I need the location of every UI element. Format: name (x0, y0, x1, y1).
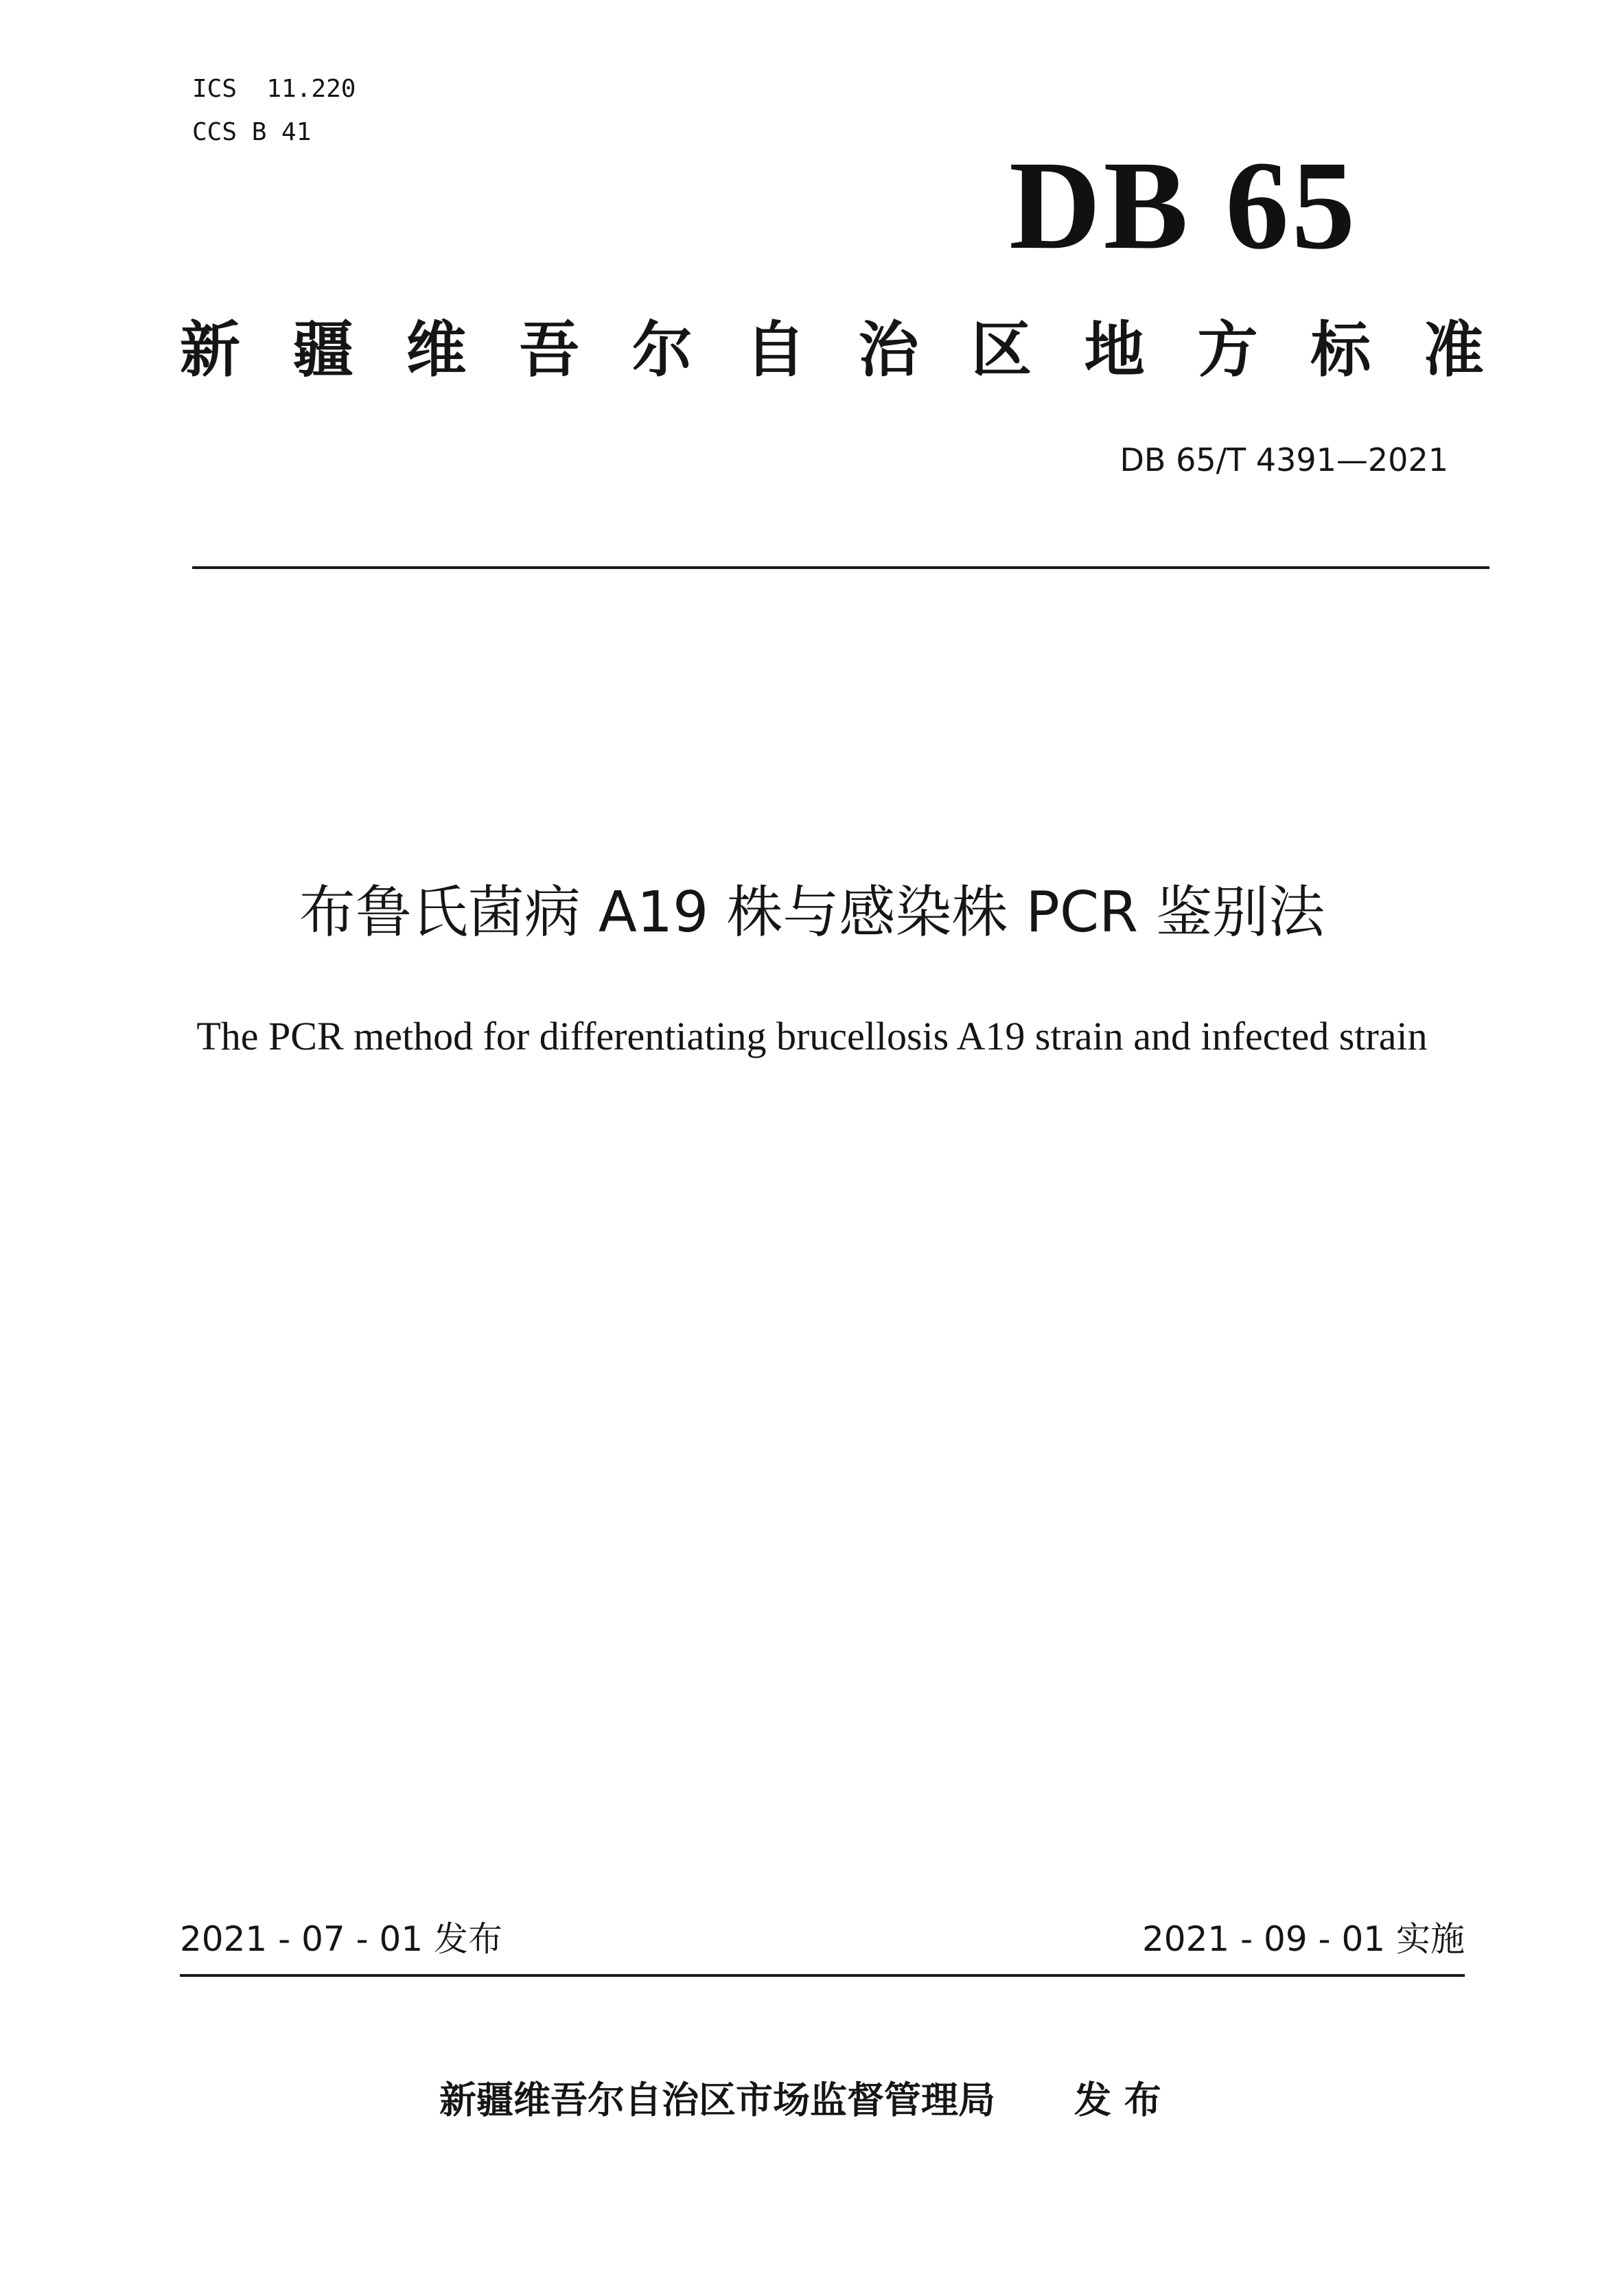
region-standard-title (180, 312, 1484, 388)
region-title-char: 地 (1084, 314, 1145, 385)
region-title-char: 新 (180, 314, 241, 385)
footer-divider (180, 1974, 1465, 1977)
header-divider (192, 566, 1489, 569)
standard-number: DB 65/T 4391—2021 (1120, 441, 1448, 478)
document-title-chinese: 布鲁氏菌病 A19 株与感染株 PCR 鉴别法 (299, 880, 1325, 945)
issue-label: 发 布 (1074, 2078, 1161, 2122)
region-title-char: 吾 (519, 314, 580, 385)
implementation-date: 2021 - 09 - 01 实施 (1141, 1919, 1465, 1959)
region-title-char: 区 (971, 314, 1032, 385)
db65-logo: DB 65 (1009, 135, 1358, 276)
region-title-char: 疆 (292, 314, 353, 385)
region-title-char: 标 (1310, 314, 1371, 385)
region-title-char: 方 (1197, 314, 1258, 385)
issuing-authority: 新疆维吾尔自治区市场监督管理局 (439, 2078, 995, 2122)
issue-date: 2021 - 07 - 01 发布 (180, 1919, 503, 1959)
region-title-char: 准 (1423, 314, 1484, 385)
region-title-char: 自 (745, 314, 806, 385)
region-title-char: 尔 (631, 314, 693, 385)
ccs-code: CCS B 41 (192, 118, 312, 146)
region-title-char: 治 (858, 314, 919, 385)
ics-code: ICS 11.220 (192, 75, 356, 103)
region-title-char: 维 (406, 314, 467, 385)
document-title-english: The PCR method for differentiating brucellosis A19 strain and infected strain (196, 1014, 1428, 1058)
